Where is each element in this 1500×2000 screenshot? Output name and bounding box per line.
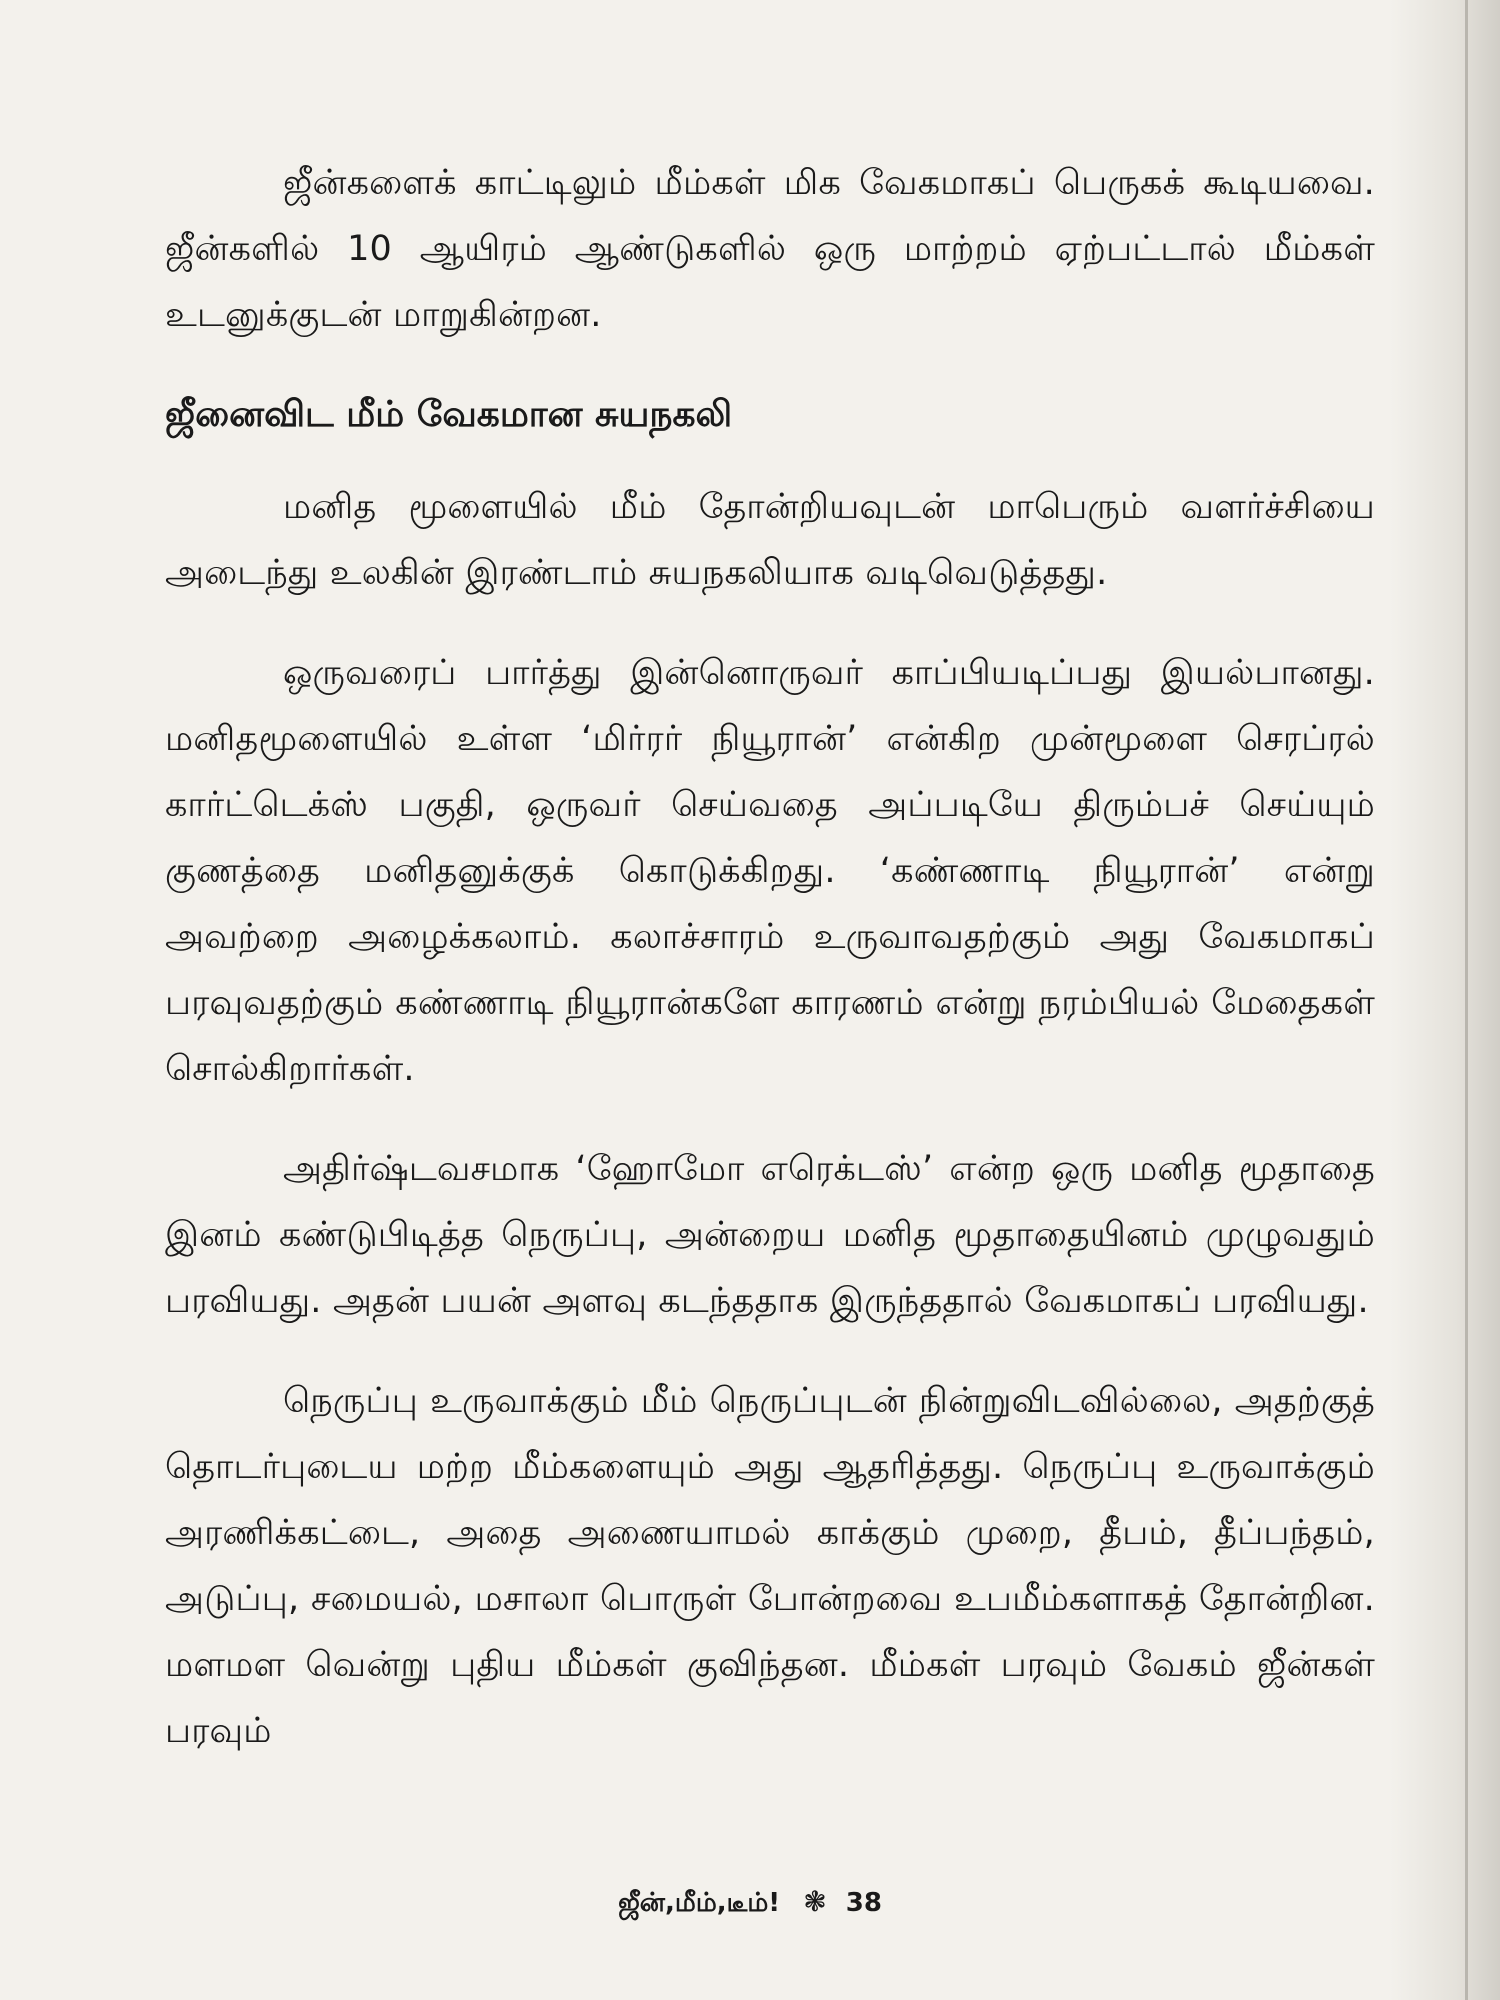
paragraph-2: மனித மூளையில் மீம் தோன்றியவுடன் மாபெரும் வளர்ச்சியை அடைந்து உலகின் இரண்டாம் சுயநகலியாக வடிவெடுத்தது. (165, 487, 1375, 593)
paragraph-4: அதிர்ஷ்டவசமாக ‘ஹோமோ எரெக்டஸ்’ என்ற ஒரு மனித மூதாதை இனம் கண்டுபிடித்த நெருப்பு, அன்றைய மனித மூதாதையினம் முழுவதும் பரவியது. அதன் பயன் அளவு கடந்ததாக இருந்ததால் வேகமாகப் பரவியது. (165, 1149, 1375, 1321)
paragraph-5: நெருப்பு உருவாக்கும் மீம் நெருப்புடன் நின்றுவிடவில்லை, அதற்குத் தொடர்புடைய மற்ற மீம்களையும் அது ஆதரித்தது. நெருப்பு உருவாக்கும் அரணிக்கட்டை, அதை அணையாமல் காக்கும் முறை, தீபம், தீப்பந்தம், அடுப்பு, சமையல், மசாலா பொருள் போன்றவை உபமீம்களாகத் தோன்றின. மளமள வென்று புதிய மீம்கள் குவிந்தன. மீம்கள் பரவும் வேகம் ஜீன்கள் பரவும் (165, 1381, 1375, 1751)
page-number: 38 (845, 1888, 882, 1918)
flower-ornament-icon: ❃ (803, 1885, 827, 1918)
section-heading: ஜீனைவிட மீம் வேகமான சுயநகலி (165, 394, 733, 435)
paragraph-3: ஒருவரைப் பார்த்து இன்னொருவர் காப்பியடிப்பது இயல்பானது. மனிதமூளையில் உள்ள ‘மிர்ரர் நியூரான்’ என்கிற முன்மூளை செரப்ரல் கார்ட்டெக்ஸ் பகுதி, ஒருவர் செய்வதை அப்படியே திரும்பச் செய்யும் குணத்தை மனிதனுக்குக் கொடுக்கிறது. ‘கண்ணாடி நியூரான்’ என்று அவற்றை அழைக்கலாம். கலாச்சாரம் உருவாவதற்கும் அது வேகமாகப் பரவுவதற்கும் கண்ணாடி நியூரான்களே காரணம் என்று நரம்பியல் மேதைகள் சொல்கிறார்கள். (165, 653, 1375, 1089)
page-gutter-shadow (1390, 0, 1500, 2000)
page-footer (0, 1885, 1500, 1921)
footer-book-title: ஜீன்,மீம்,டீம்! (618, 1888, 781, 1918)
page-body (165, 150, 1375, 1764)
paragraph-1: ஜீன்களைக் காட்டிலும் மீம்கள் மிக வேகமாகப் பெருகக் கூடியவை. ஜீன்களில் 10 ஆயிரம் ஆண்டுகளில் ஒரு மாற்றம் ஏற்பட்டால் மீம்கள் உடனுக்குடன் மாறுகின்றன. (165, 163, 1375, 335)
page-edge-line (1465, 0, 1468, 2000)
